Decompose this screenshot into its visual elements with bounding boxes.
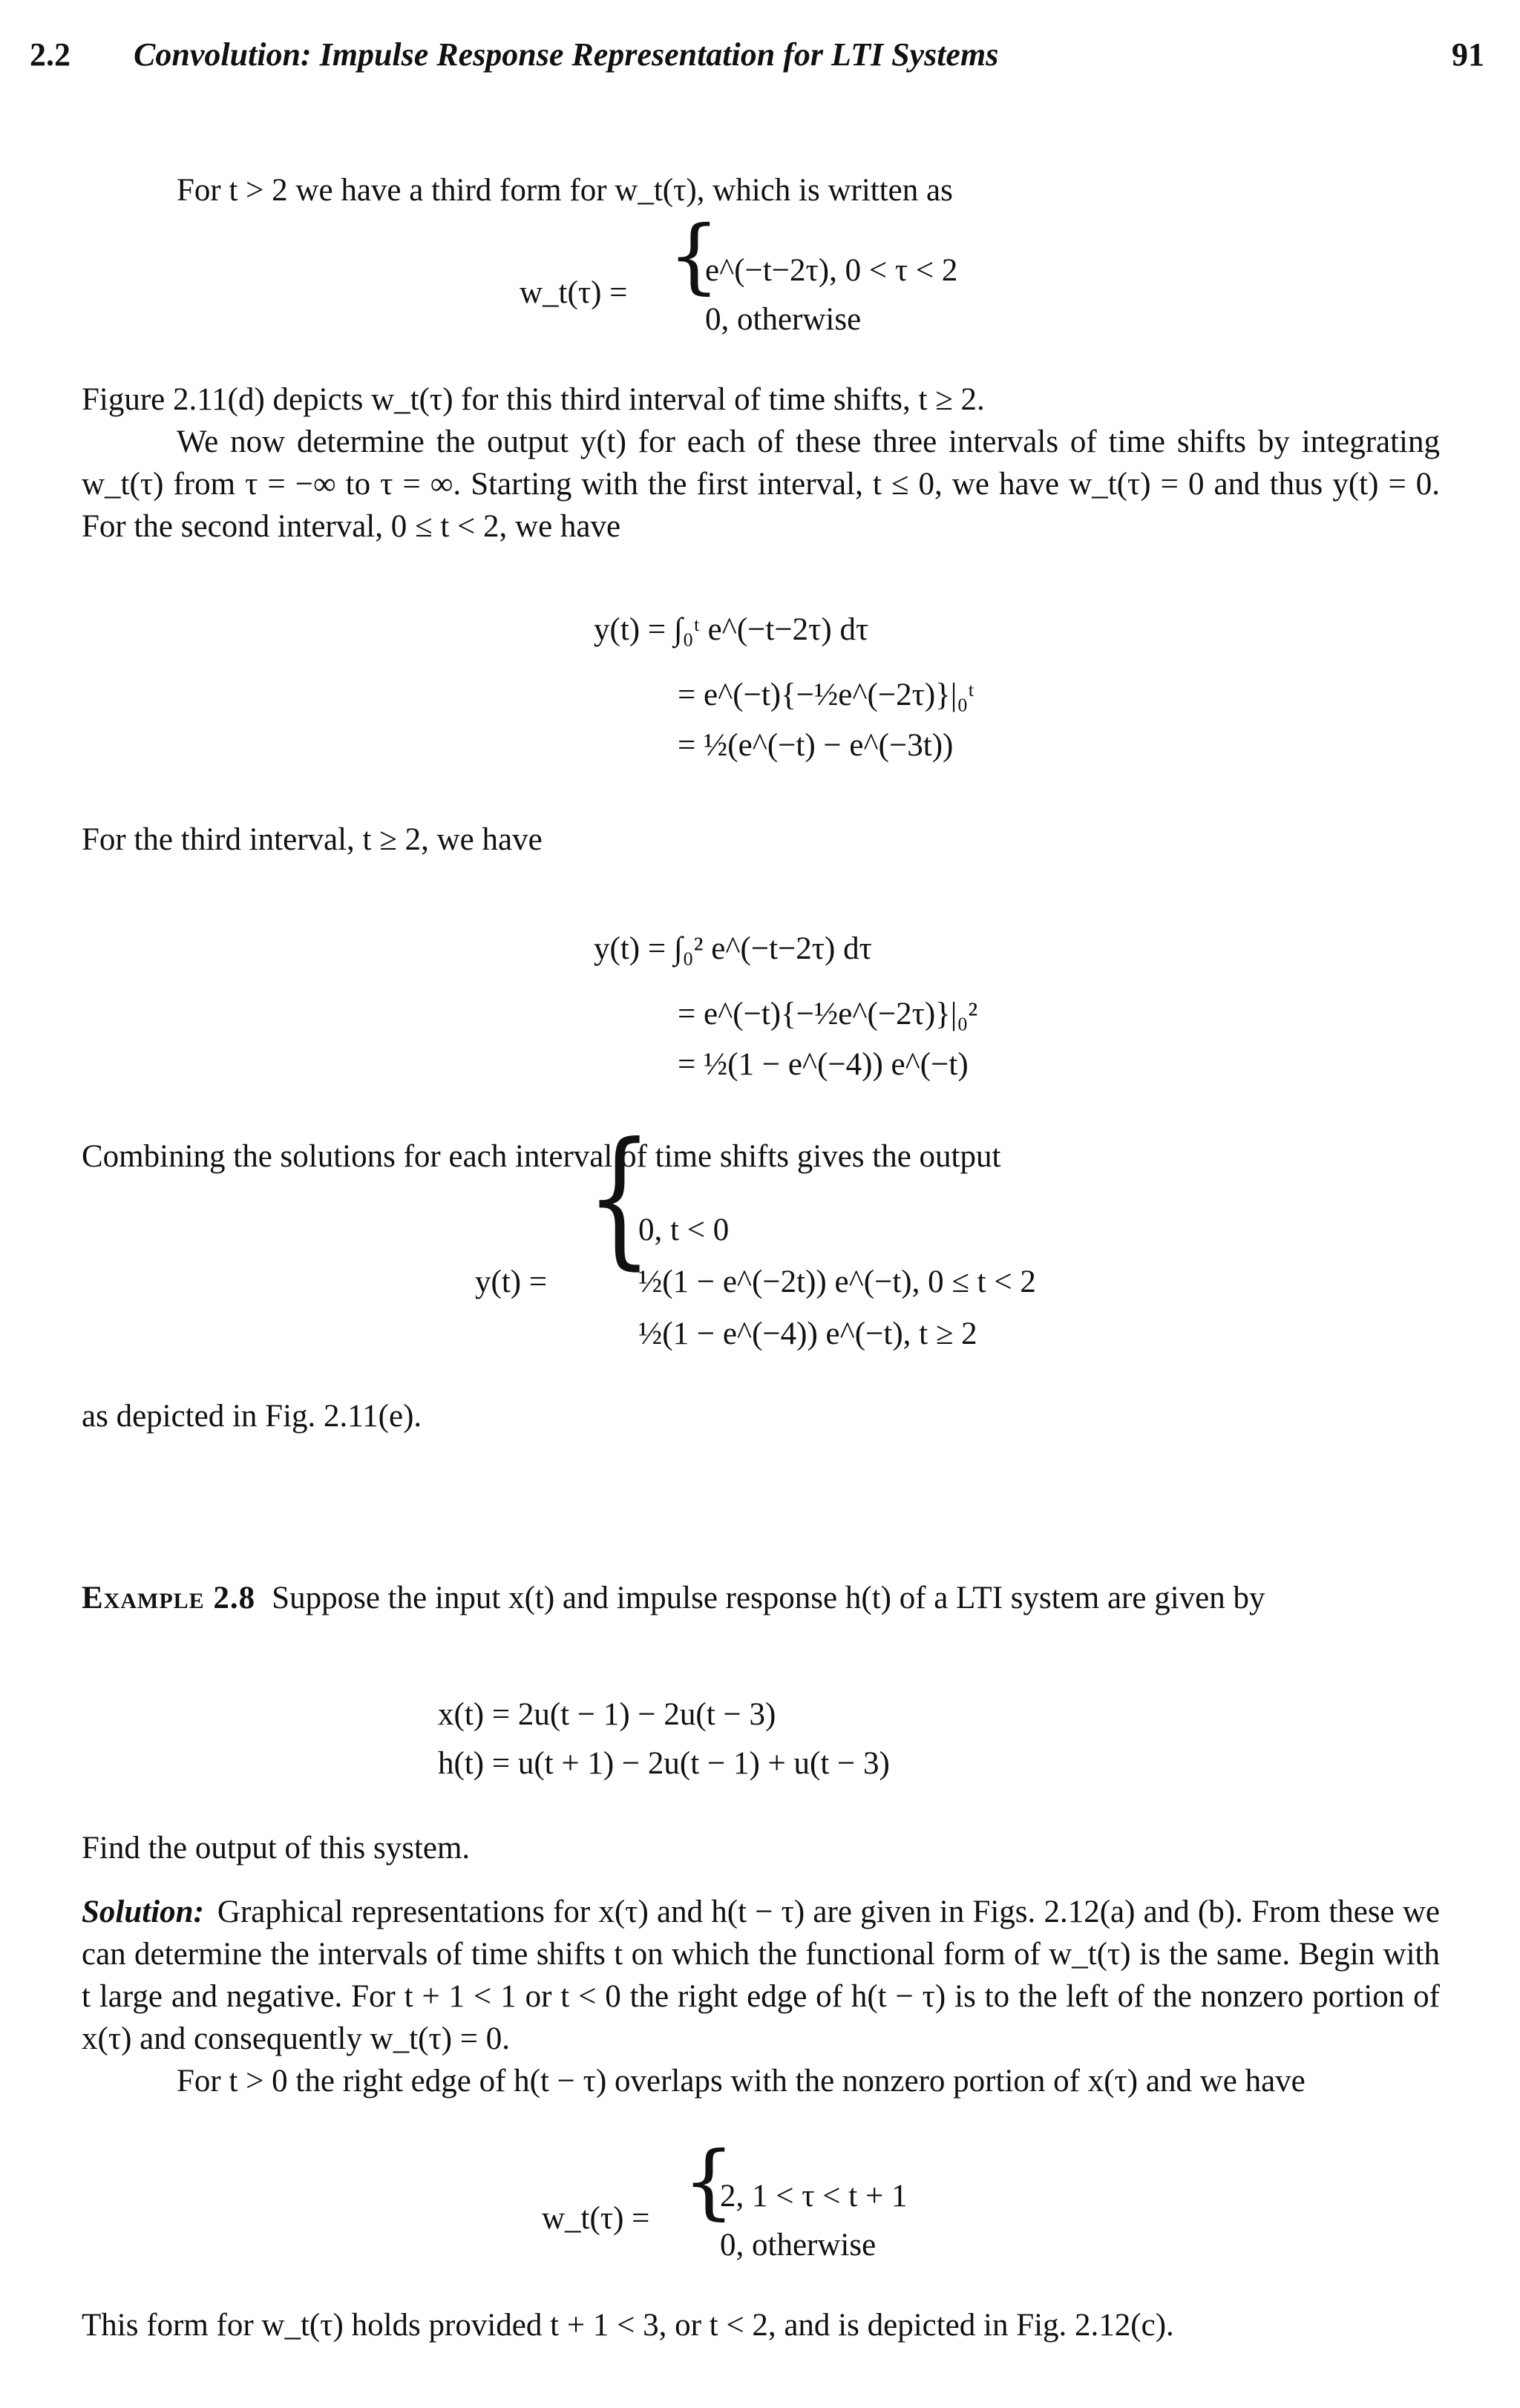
paragraph: Combining the solutions for each interval of time shifts gives the output (82, 1139, 1001, 1174)
equation-case: ½(1 − e^(−2t)) e^(−t), 0 ≤ t < 2 (638, 1264, 1036, 1299)
paragraph: For the third interval, t ≥ 2, we have (82, 822, 543, 857)
equation-case: ½(1 − e^(−4)) e^(−t), t ≥ 2 (638, 1316, 977, 1351)
equation-line: x(t) = 2u(t − 1) − 2u(t − 3) (438, 1697, 776, 1732)
paragraph: as depicted in Fig. 2.11(e). (82, 1399, 422, 1434)
chapter-title: Convolution: Impulse Response Representation for LTI Systems (134, 36, 999, 73)
equation-lhs: y(t) = (475, 1264, 548, 1299)
equation-wt-third-interval (520, 208, 1039, 341)
solution-label: Solution: (82, 1894, 204, 1929)
equation-third-interval (594, 898, 1188, 1106)
brace: { (668, 208, 720, 303)
equation-line: = ½(e^(−t) − e^(−3t)) (678, 728, 954, 763)
equation-case: 0, t < 0 (638, 1213, 730, 1247)
equation-case: e^(−t−2τ), 0 < τ < 2 (705, 253, 958, 288)
solution-text: Graphical representations for x(τ) and h(t − τ) are given in Figs. 2.12(a) and (b). From these we can determine the intervals of time shifts t on which the functional form of w_t(τ) is the same. Begin with t large and negative. For t + 1 < 1 or t < 0 the right edge of h(t − τ) is to the left of the nonzero portion of x(τ) and consequently w_t(τ) = 0. (82, 1894, 1440, 2056)
paragraph: This form for w_t(τ) holds provided t + 1 < 3, or t < 2, and is depicted in Fig. 2.12(c). (82, 2308, 1174, 2343)
equation-wt-overlap (542, 2133, 1061, 2267)
equation-input-impulse (438, 1693, 1106, 1797)
equation-line: y(t) = ∫₀ᵗ e^(−t−2τ) dτ (594, 612, 869, 647)
paragraph: We now determine the output y(t) for each of these three intervals of time shifts by integrating w_t(τ) from τ = −∞ to τ = ∞. Starting with the first interval, t ≤ 0, we have w_t(τ) = 0 and thus y(t) = 0. For the second interval, 0 ≤ t < 2, we have (82, 424, 1440, 544)
brace: { (683, 2133, 735, 2228)
paragraph: Figure 2.11(d) depicts w_t(τ) for this third interval of time shifts, t ≥ 2. (82, 382, 985, 417)
equation-line: = e^(−t){−½e^(−2τ)}|₀ᵗ (678, 678, 974, 712)
equation-case: 0, otherwise (705, 302, 862, 337)
equation-line: = ½(1 − e^(−4)) e^(−t) (678, 1047, 969, 1082)
example-paragraph (82, 1577, 1440, 1619)
equation-lhs: w_t(τ) = (520, 275, 628, 310)
paragraph: For t > 2 we have a third form for w_t(τ), which is written as (177, 173, 953, 208)
paragraph: For t > 0 the right edge of h(t − τ) overlaps with the nonzero portion of x(τ) and we have (177, 2064, 1306, 2099)
section-number: 2.2 (30, 36, 71, 73)
equation-line: h(t) = u(t + 1) − 2u(t − 1) + u(t − 3) (438, 1746, 890, 1781)
equation-case: 0, otherwise (720, 2228, 877, 2263)
equation-case: 2, 1 < τ < t + 1 (720, 2179, 908, 2214)
example-text: Suppose the input x(t) and impulse response h(t) of a LTI system are given by (272, 1581, 1265, 1615)
brace: { (586, 1111, 653, 1284)
solution-paragraph (82, 1891, 1440, 2060)
running-head (30, 36, 1484, 88)
page-number: 91 (1452, 36, 1484, 73)
equation-line: = e^(−t){−½e^(−2τ)}|₀² (678, 997, 978, 1031)
example-label: Example 2.8 (82, 1581, 256, 1615)
equation-second-interval (594, 579, 1188, 787)
equation-line: y(t) = ∫₀² e^(−t−2τ) dτ (594, 931, 872, 966)
equation-lhs: w_t(τ) = (542, 2201, 650, 2236)
paragraph: Find the output of this system. (82, 1831, 471, 1866)
